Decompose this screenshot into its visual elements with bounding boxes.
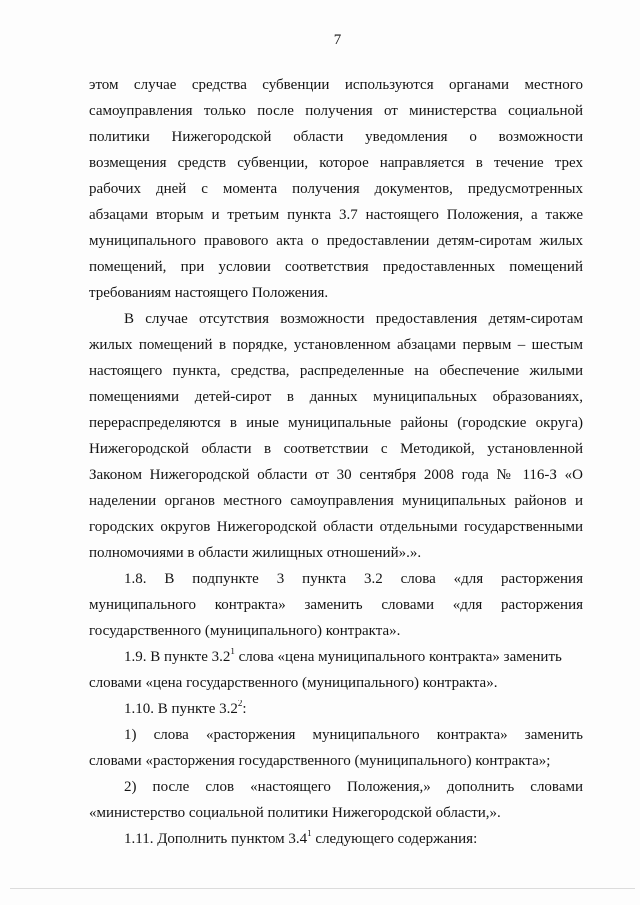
text-line: помещений, при условии соответствия предоставленных помещений — [89, 259, 583, 275]
superscript: 1 — [230, 648, 235, 656]
item-1-10-prefix: 1.10. В пункте 3.2 — [124, 701, 238, 717]
text-line: политики Нижегородской области уведомления о возможности — [89, 129, 583, 145]
text-line: возмещения средств субвенции, которое направляется в течение трех — [89, 155, 583, 171]
text-line: 2) после слов «настоящего Положения,» дополнить словами — [124, 779, 583, 795]
text-line: этом случае средства субвенции используются органами местного — [89, 77, 583, 93]
superscript: 1 — [307, 830, 312, 838]
text-line — [124, 830, 583, 848]
item-1-11-suffix: следующего содержания: — [311, 831, 478, 847]
superscript: 2 — [237, 700, 243, 708]
text-line: абзацами вторым и третьим пункта 3.7 настоящего Положения, а также — [89, 207, 583, 223]
text-line: 1.8. В подпункте 3 пункта 3.2 слова «для расторжения — [124, 571, 583, 587]
text-line: требованиям настоящего Положения. — [89, 285, 329, 301]
text-line: 1) слова «расторжения муниципального контракта» заменить — [124, 727, 583, 743]
text-line: словами «расторжения государственного (муниципального) контракта»; — [89, 753, 551, 769]
text-line: муниципального правового акта о предоставлении детям-сиротам жилых — [89, 233, 583, 249]
text-line: самоуправления только после получения от министерства социальной — [89, 103, 583, 119]
text-line — [124, 700, 583, 718]
text-line: полномочиями в области жилищных отношений».». — [89, 545, 422, 561]
text-line: словами «цена государственного (муниципального) контракта». — [89, 675, 498, 691]
text-line: муниципального контракта» заменить словами «для расторжения — [89, 597, 583, 613]
page-crease — [10, 888, 635, 889]
page-number: 7 — [333, 32, 342, 48]
item-1-11-prefix: 1.11. Дополнить пунктом 3.4 — [124, 831, 308, 847]
item-1-10-suffix: : — [242, 701, 247, 717]
text-line: государственного (муниципального) контракта». — [89, 623, 401, 639]
text-line: наделении органов местного самоуправления муниципальных районов и — [89, 493, 583, 509]
text-line: жилых помещений в порядке, установленном абзацами первым – шестым — [89, 337, 583, 353]
item-1-9-prefix: 1.9. В пункте 3.2 — [124, 649, 231, 665]
text-line: перераспределяются в иные муниципальные районы (городские округа) — [89, 415, 583, 431]
text-line: В случае отсутствия возможности предоставления детям-сиротам — [124, 311, 583, 327]
text-line: Нижегородской области в соответствии с Методикой, установленной — [89, 441, 583, 457]
text-line: Законом Нижегородской области от 30 сентября 2008 года № 116-З «О — [89, 467, 583, 483]
text-line — [124, 648, 583, 666]
text-line: настоящего пункта, средства, распределенные на обеспечение жилыми — [89, 363, 583, 379]
text-line: помещениями детей-сирот в данных муниципальных образованиях, — [89, 389, 583, 405]
text-line: «министерство социальной политики Нижегородской области,». — [89, 805, 501, 821]
item-1-9-rest: слова «цена муниципального контракта» заменить — [238, 649, 562, 665]
text-line: рабочих дней с момента получения документов, предусмотренных — [89, 181, 583, 197]
text-line: городских округов Нижегородской области отдельными государственными — [89, 519, 583, 535]
